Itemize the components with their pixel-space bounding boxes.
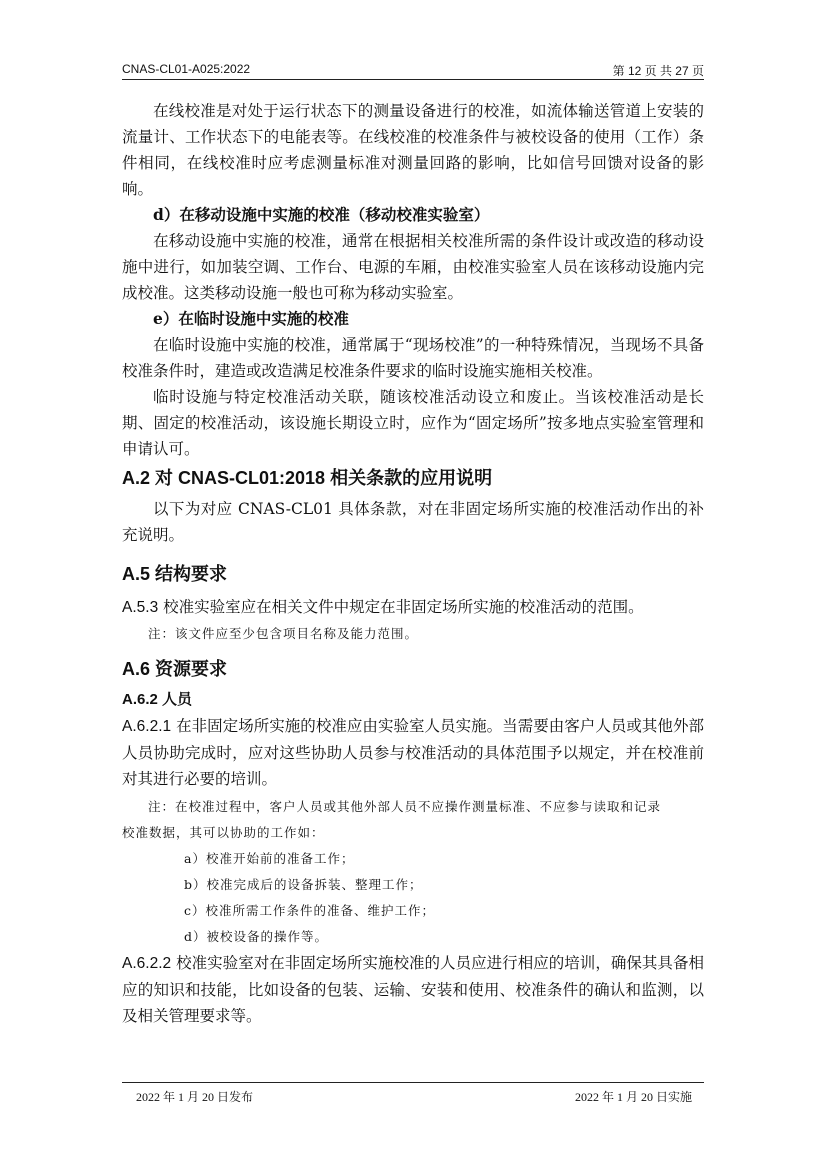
list-item: a）校准开始前的准备工作；	[184, 851, 355, 866]
page-number: 第 12 页 共 27 页	[612, 64, 704, 78]
clause-a53-text: 校准实验室应在相关文件中规定在非固定场所实施的校准活动的范围。	[158, 598, 644, 616]
clause-a53	[122, 594, 704, 621]
section-heading-a6: A.6 资源要求	[122, 659, 228, 679]
list-item: c）校准所需工作条件的准备、维护工作；	[184, 903, 436, 918]
paragraph-mobile-facility: 在移动设施中实施的校准，通常在根据相关校准所需的条件设计或改造的移动设施中进行，如加装空调、工作台、电源的车厢，由校准实验室人员在该移动设施内完成校准。这类移动设施一般也可称为移动实验室。	[122, 232, 704, 302]
page-footer	[122, 1088, 704, 1104]
heading-temporary-facility: e）在临时设施中实施的校准	[153, 309, 349, 328]
header-divider	[122, 79, 704, 80]
clause-a622	[122, 950, 704, 1029]
note-a621-line2: 校准数据，其可以协助的工作如：	[122, 825, 325, 840]
publish-date: 2022 年 1 月 20 日发布	[136, 1090, 254, 1104]
page-header	[122, 62, 704, 78]
clause-a622-number: A.6.2.2	[122, 955, 172, 972]
document-id: CNAS-CL01-A025:2022	[122, 62, 251, 76]
footer-divider	[122, 1082, 704, 1083]
paragraph-online-calibration: 在线校准是对处于运行状态下的测量设备进行的校准，如流体输送管道上安装的流量计、工作状态下的电能表等。在线校准的校准条件与被校设备的使用（工作）条件相同，在线校准时应考虑测量标准对测量回路的影响，比如信号回馈对设备的影响。	[122, 102, 704, 198]
section-heading-a5: A.5 结构要求	[122, 564, 228, 584]
list-item: d）被校设备的操作等。	[184, 929, 329, 944]
section-heading-a2: A.2 对 CNAS-CL01:2018 相关条款的应用说明	[122, 468, 493, 488]
note-a621-line1: 注：在校准过程中，客户人员或其他外部人员不应操作测量标准、不应参与读取和记录	[148, 799, 662, 814]
list-item: b）校准完成后的设备拆装、整理工作；	[184, 877, 423, 892]
clause-a53-number: A.5.3	[122, 599, 159, 616]
note-a53: 注：该文件应至少包含项目名称及能力范围。	[148, 626, 419, 641]
clause-a622-text: 校准实验室对在非固定场所实施校准的人员应进行相应的培训，确保其具备相应的知识和技能，比如设备的包装、运输、安装和使用、校准条件的确认和监测，以及相关管理要求等。	[122, 954, 704, 1025]
paragraph-temporary-facility-1: 在临时设施中实施的校准，通常属于“现场校准”的一种特殊情况，当现场不具备校准条件时，建造或改造满足校准条件要求的临时设施实施相关校准。	[122, 336, 704, 380]
clause-a621	[122, 713, 704, 792]
subsection-heading-a62: A.6.2 人员	[122, 691, 193, 708]
implement-date: 2022 年 1 月 20 日实施	[574, 1090, 692, 1104]
clause-a621-text: 在非固定场所实施的校准应由实验室人员实施。当需要由客户人员或其他外部人员协助完成时，应对这些协助人员参与校准活动的具体范围予以规定，并在校准前对其进行必要的培训。	[122, 717, 704, 788]
paragraph-a2-intro: 以下为对应 CNAS-CL01 具体条款，对在非固定场所实施的校准活动作出的补充说明。	[122, 500, 704, 544]
paragraph-temporary-facility-2: 临时设施与特定校准活动关联，随该校准活动设立和废止。当该校准活动是长期、固定的校准活动，该设施长期设立时，应作为“固定场所”按多地点实验室管理和申请认可。	[122, 388, 704, 458]
heading-mobile-facility: d）在移动设施中实施的校准（移动校准实验室）	[153, 205, 490, 224]
document-body	[122, 98, 704, 1029]
clause-a621-number: A.6.2.1	[122, 718, 172, 735]
